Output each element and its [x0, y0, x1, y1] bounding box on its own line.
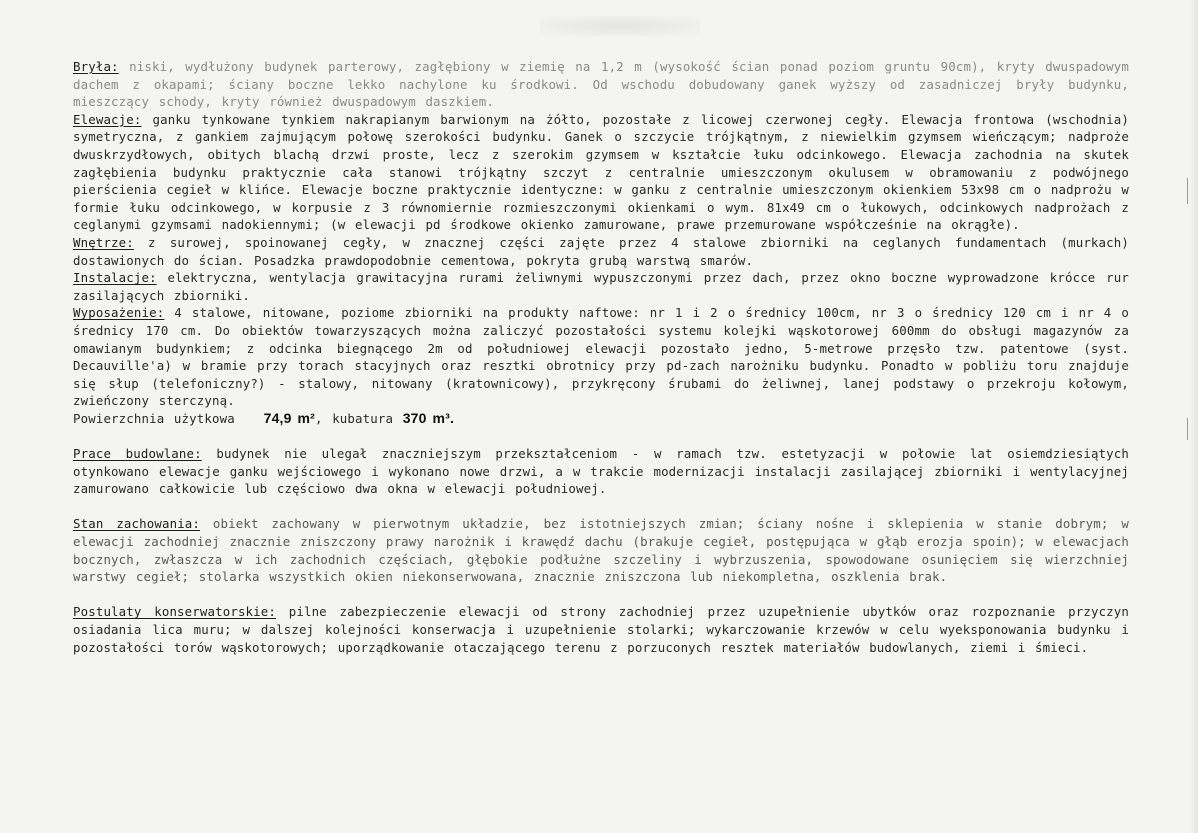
section-text: pilne zabezpieczenie elewacji od strony zachodniej przez uzupełnienie ubytków oraz rozpoznanie przyczyn osiadania lica muru; w dalszej kolejności konserwacja i uzupełnienie stolarki; wykarczowanie krzewów w celu wyeksponowania budynku i pozostałości torów wąskotorowych; uporządkowanie otaczającego terenu z porzuconych resztek materiałów budowlanych, ziemi i śmieci. [73, 604, 1130, 655]
section-heading: Bryła: [73, 59, 119, 74]
section-heading: Wnętrze: [73, 234, 134, 250]
paper-smudge [540, 16, 700, 36]
section-text: elektryczna, wentylacja grawitacyjna rurami żeliwnymi wypuszczonymi przez dach, przez okno boczne wyprowadzone krócce rur zasilających zbiorniki. [73, 270, 1129, 303]
section-text: ganku tynkowane tynkiem nakrapianym barwionym na żółto, pozostałe z licowej czerwonej cegły. Elewacja frontowa (wschodnia) symetryczna, z gankiem zajmującym połowę szerokości budynku. Ganek o szczycie trójkątnym, z niewielkim gzymsem wieńczącym; nadproże dwuskrzydłowych, obitych blachą drzwi proste, lecz z szerokim gzymsem w kształcie łuku odcinkowego. Elewacja zachodnia na skutek zagłębienia budynku praktycznie cała stanowi trójkątny szczyt z centralnie umieszczonym okulusem w obramowaniu z podwójnego pierścienia cegieł w klińce. Elewacje boczne praktycznie identyczne: w ganku z centralnie umieszczonym okienkiem 53x98 cm o nadprożu w formie łuku odcinkowego, w korpusie z 3 równomiernie rozmieszczonymi okienkami o wym. 81x49 cm o łukowych, odcinkowych nadprożach z ceglanymi gzymsami nadokiennymi; (w elewacji pd środkowe okienko zamurowane, prawe przemurowane współcześnie na okrągłe). [73, 111, 1129, 233]
paragraph-gap [73, 498, 1129, 516]
section-text: z surowej, spoinowanej cegły, w znacznej części zajęte przez 4 stalowe zbiorniki na ceglanych fundamentach (murkach) dostawionych do ścian. Posadzka prawdopodobnie cementowa, pokryta grubą warstwą smarów. [73, 234, 1129, 268]
area-label: Powierzchnia użytkowa [73, 410, 235, 426]
section-postulaty [73, 603, 1129, 656]
section-heading: Postulaty konserwatorskie: [73, 604, 276, 620]
typed-text-body [73, 58, 1129, 656]
section-heading: Wyposażenie: [73, 305, 165, 321]
section-text: obiekt zachowany w pierwotnym układzie, bez istotniejszych zmian; ściany nośne i sklepienia w stanie dobrym; w elewacji zachodniej znacznie zniszczony prawy narożnik i krawędź dachu (brakuje cegieł, postępująca w głąb erozja spoin); w elewacjach bocznych, zwłaszcza w ich zachodnich częściach, głębokie podłużne szczeliny i wybrzuszenia, spowodowane osunięciem się wierzchniej warstwy cegieł; stolarka wszystkich okien niekonserwowana, znacznie zniszczona lub niekompletna, oszklenia brak. [73, 516, 1129, 585]
paragraph-gap [73, 427, 1129, 445]
margin-mark [1187, 418, 1188, 440]
section-wnetrze [73, 234, 1129, 269]
section-instalacje [73, 269, 1129, 304]
section-text: 4 stalowe, nitowane, poziome zbiorniki na produkty naftowe: nr 1 i 2 o średnicy 100cm, nr 3 o średnicy 120 cm i nr 4 o średnicy 170 cm. Do obiektów towarzyszących można zaliczyć pozostałości systemu kolejki wąskotorowej 600mm do obsługi magazynów za omawianym budynkiem; z odcinka biegnącego 2m od południowej elewacji pozostało jedno, 5-metrowe przęsło tzw. patentowe (syst. Decauville'a) w bramie przy torach stacyjnych oraz resztki obrotnicy przy pd-zach narożniku budynku. Ponadto w pobliżu toru znajduje się słup (telefoniczny?) - stalowy, nitowany (kratownicowy), przykręcony śrubami do żeliwnej, lanej podstawy o przekroju kołowym, zwieńczony sterczyną. [73, 305, 1129, 409]
margin-mark [1187, 178, 1188, 204]
area-value: 74,9 m² [263, 409, 315, 426]
section-wyposazenie [73, 304, 1129, 410]
section-prace [73, 445, 1129, 498]
volume-value: 370 m³. [402, 409, 455, 426]
section-stan [73, 515, 1129, 585]
area-volume-line [73, 410, 1129, 428]
section-elewacje [73, 111, 1129, 234]
section-text: niski, wydłużony budynek parterowy, zagłębiony w ziemię na 1,2 m (wysokość ścian ponad poziom gruntu 90cm), kryty dwuspadowym dachem z okapami; ściany boczne lekko nachylone ku środkowi. Od wschodu dobudowany ganek wyższy od zasadniczej bryły budynku, mieszczący schody, kryty również dwuspadowym daszkiem. [73, 59, 1129, 110]
page-edge [1190, 0, 1198, 833]
section-heading: Prace budowlane: [73, 446, 202, 462]
section-heading: Stan zachowania: [73, 516, 201, 532]
paragraph-gap [73, 586, 1129, 604]
volume-label: , kubatura [314, 410, 394, 426]
section-bryla [73, 58, 1129, 111]
section-heading: Elewacje: [73, 111, 142, 127]
section-heading: Instalacje: [73, 270, 157, 286]
section-text: budynek nie ulegał znaczniejszym przekształceniom - w ramach tzw. estetyzacji w połowie lat osiemdziesiątych otynkowano elewacje ganku wejściowego i wykonano nowe drzwi, a w trakcie modernizacji instalacji zasilającej zbiorniki i wentylacyjnej zamurowano całkowicie lub częściowo dwa okna w elewacji południowej. [73, 446, 1129, 497]
